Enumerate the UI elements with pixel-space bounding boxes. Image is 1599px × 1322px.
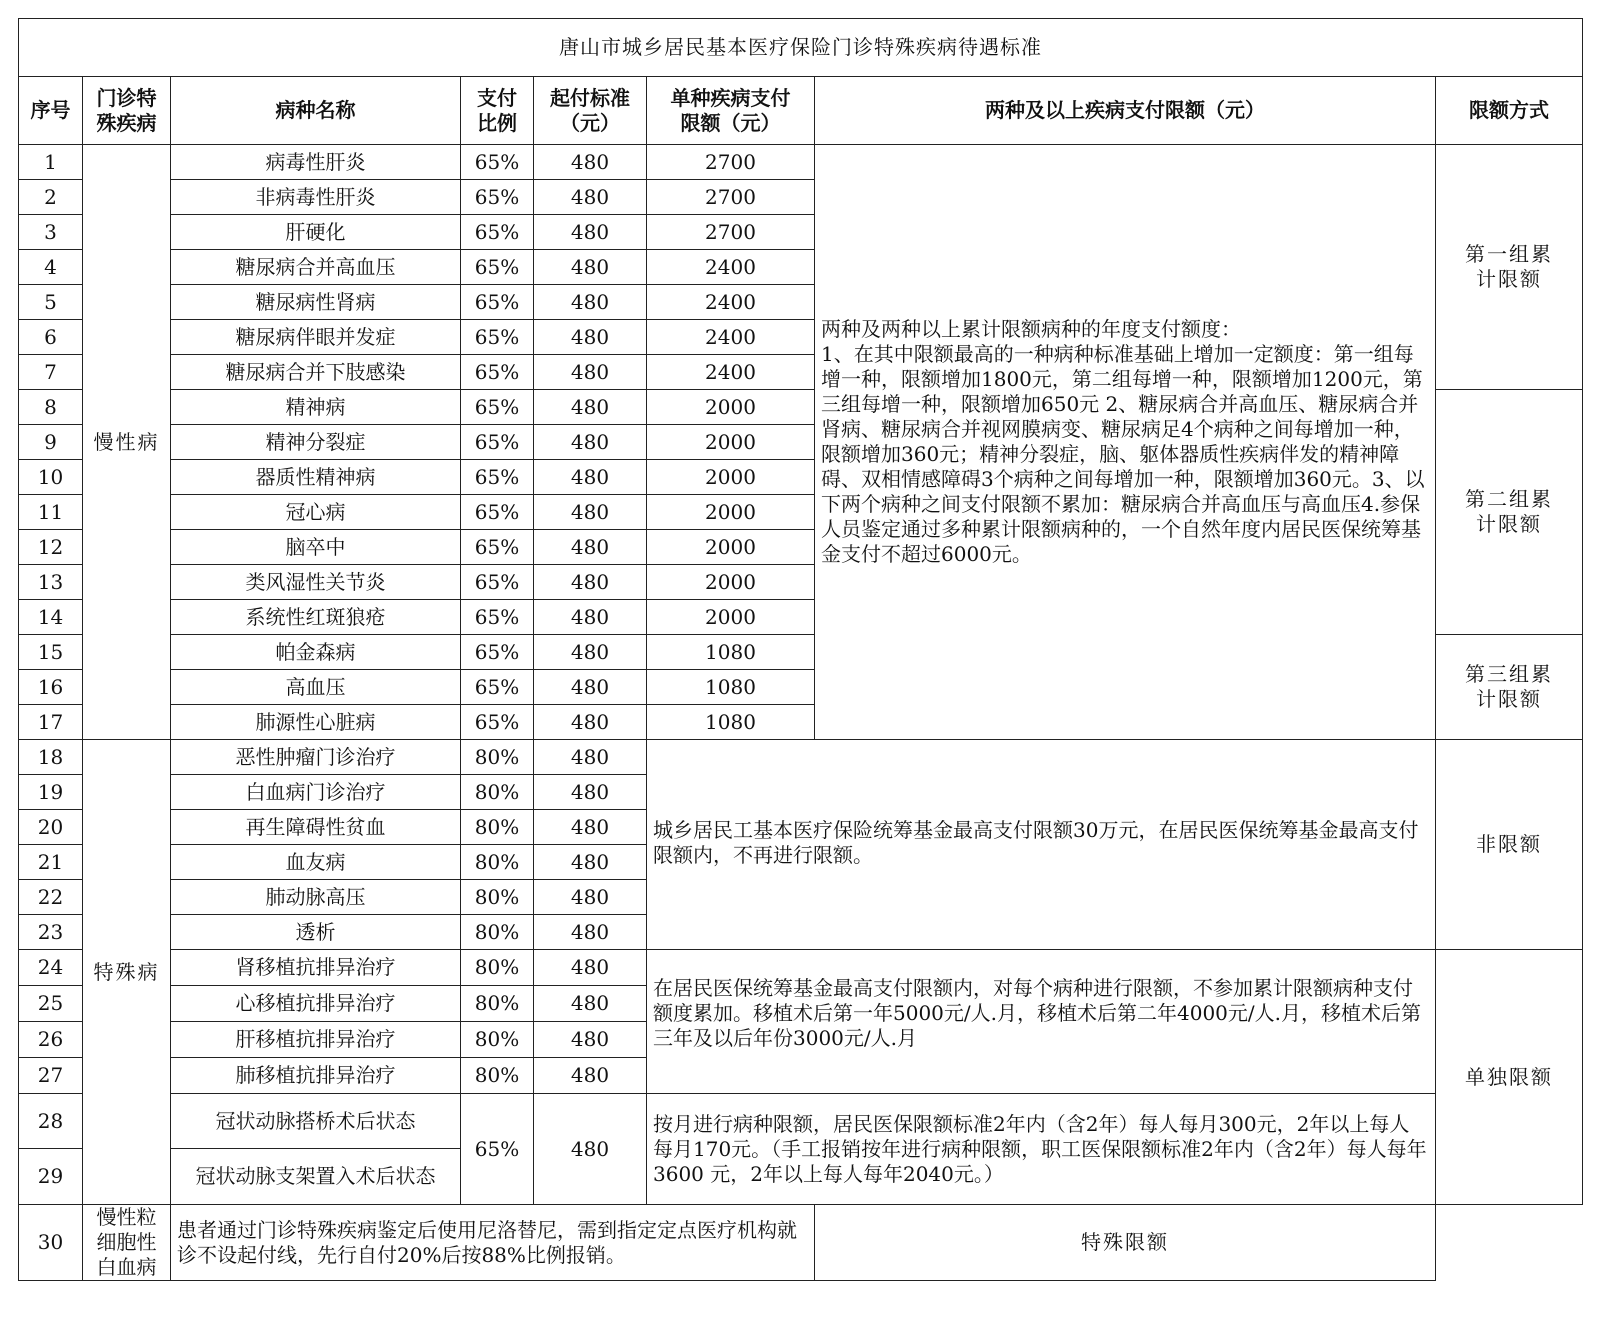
disease-name: 帕金森病 (171, 635, 461, 670)
row-no: 15 (19, 635, 83, 670)
disease-name: 器质性精神病 (171, 460, 461, 495)
row-no: 9 (19, 425, 83, 460)
deductible: 480 (534, 215, 647, 250)
deductible: 480 (534, 355, 647, 390)
disease-name: 糖尿病伴眼并发症 (171, 320, 461, 355)
row-no: 27 (19, 1058, 83, 1094)
disease-name: 糖尿病合并下肢感染 (171, 355, 461, 390)
header-single-limit: 单种疾病支付 限额（元） (647, 77, 815, 145)
row-no: 16 (19, 670, 83, 705)
benefit-standard-table (18, 18, 1582, 1304)
page-title: 唐山市城乡居民基本医疗保险门诊特殊疾病待遇标准 (19, 19, 1583, 77)
disease-name: 脑卒中 (171, 530, 461, 565)
single-limit: 2000 (647, 600, 815, 635)
deductible: 480 (534, 390, 647, 425)
row-no: 14 (19, 600, 83, 635)
row-no: 8 (19, 390, 83, 425)
single-limit: 2000 (647, 495, 815, 530)
disease-name: 高血压 (171, 670, 461, 705)
deductible: 480 (534, 705, 647, 740)
header-disease: 病种名称 (171, 77, 461, 145)
pay-ratio: 80% (461, 810, 534, 845)
row-no: 20 (19, 810, 83, 845)
header-ratio: 支付 比例 (461, 77, 534, 145)
deductible: 480 (534, 1058, 647, 1094)
disease-name: 心移植抗排异治疗 (171, 986, 461, 1022)
header-deductible: 起付标准 （元） (534, 77, 647, 145)
cumulative-limit-note: 两种及两种以上累计限额病种的年度支付额度： 1、在其中限额最高的一种病种标准基础上增加一定额度：第一组每增一种，限额增加1800元，第二组每增一种，限额增加1200元，第三组每增一种，限额增加650元 2、糖尿病合并高血压、糖尿病合并肾病、糖尿病合并视网膜病变、糖尿病足4个病种之间每增加一种，限额增加360元；精神分裂症，脑、躯体器质性疾病伴发的精神障碍、双相情感障碍3个病种之间每增加一种，限额增加360元。3、以下两个病种之间支付限额不累加：糖尿病合并高血压与高血压4.参保人员鉴定通过多种累计限额病种的，一个自然年度内居民医保统筹基金支付不超过6000元。 (815, 145, 1436, 740)
deductible: 480 (534, 810, 647, 845)
cml-note: 患者通过门诊特殊疾病鉴定后使用尼洛替尼，需到指定定点医疗机构就诊不设起付线，先行自付20%后按88%比例报销。 (171, 1205, 815, 1281)
disease-name: 冠心病 (171, 495, 461, 530)
row-no: 3 (19, 215, 83, 250)
deductible: 480 (534, 285, 647, 320)
pay-ratio: 80% (461, 986, 534, 1022)
single-limit: 2000 (647, 565, 815, 600)
row-no: 11 (19, 495, 83, 530)
deductible: 480 (534, 250, 647, 285)
row-no: 17 (19, 705, 83, 740)
deductible: 480 (534, 145, 647, 180)
pay-ratio: 80% (461, 845, 534, 880)
pay-ratio: 80% (461, 1058, 534, 1094)
single-limit: 2400 (647, 320, 815, 355)
deductible: 480 (534, 495, 647, 530)
row-no: 23 (19, 915, 83, 950)
disease-name: 慢性粒细胞性白血病 (83, 1205, 171, 1281)
disease-name: 肝硬化 (171, 215, 461, 250)
mode-individual: 单独限额 (1436, 950, 1583, 1205)
pay-ratio: 80% (461, 915, 534, 950)
deductible: 480 (534, 950, 647, 986)
disease-name: 糖尿病合并高血压 (171, 250, 461, 285)
pay-ratio: 65% (461, 705, 534, 740)
table-row (19, 145, 1583, 180)
row-no: 21 (19, 845, 83, 880)
deductible: 480 (534, 460, 647, 495)
header-category: 门诊特 殊疾病 (83, 77, 171, 145)
mode-group2: 第二组累 计限额 (1436, 390, 1583, 635)
mode-none: 非限额 (1436, 740, 1583, 950)
table-row (19, 1205, 1583, 1281)
pay-ratio: 65% (461, 215, 534, 250)
row-no: 4 (19, 250, 83, 285)
row-no: 30 (19, 1205, 83, 1281)
table-row (19, 740, 1583, 775)
pay-ratio: 80% (461, 880, 534, 915)
pay-ratio: 65% (461, 600, 534, 635)
row-no: 2 (19, 180, 83, 215)
header-no: 序号 (19, 77, 83, 145)
disease-name: 白血病门诊治疗 (171, 775, 461, 810)
pay-ratio: 65% (461, 250, 534, 285)
pay-ratio: 80% (461, 950, 534, 986)
disease-name: 透析 (171, 915, 461, 950)
transplant-note: 在居民医保统筹基金最高支付限额内，对每个病种进行限额，不参加累计限额病种支付额度累加。移植术后第一年5000元/人.月，移植术后第二年4000元/人.月，移植术后第三年及以后年份3000元/人.月 (647, 950, 1436, 1094)
pay-ratio: 65% (461, 670, 534, 705)
pay-ratio: 65% (461, 320, 534, 355)
row-no: 25 (19, 986, 83, 1022)
deductible: 480 (534, 1094, 647, 1205)
pay-ratio: 65% (461, 460, 534, 495)
disease-name: 精神分裂症 (171, 425, 461, 460)
single-limit: 2000 (647, 530, 815, 565)
single-limit: 2000 (647, 460, 815, 495)
disease-name: 精神病 (171, 390, 461, 425)
pay-ratio: 65% (461, 390, 534, 425)
mode-special: 特殊限额 (815, 1205, 1436, 1281)
deductible: 480 (534, 635, 647, 670)
disease-name: 血友病 (171, 845, 461, 880)
deductible: 480 (534, 1022, 647, 1058)
pay-ratio: 65% (461, 145, 534, 180)
deductible: 480 (534, 180, 647, 215)
row-no: 24 (19, 950, 83, 986)
table-row (19, 950, 1583, 986)
table-row (19, 1094, 1583, 1149)
disease-name: 肾移植抗排异治疗 (171, 950, 461, 986)
disease-name: 冠状动脉搭桥术后状态 (171, 1094, 461, 1149)
pay-ratio: 65% (461, 495, 534, 530)
disease-name: 病毒性肝炎 (171, 145, 461, 180)
pay-ratio: 65% (461, 565, 534, 600)
row-no: 18 (19, 740, 83, 775)
pay-ratio: 65% (461, 285, 534, 320)
disease-name: 类风湿性关节炎 (171, 565, 461, 600)
row-no: 13 (19, 565, 83, 600)
deductible: 480 (534, 845, 647, 880)
pay-ratio: 65% (461, 180, 534, 215)
category-special: 特殊病 (83, 740, 171, 1205)
deductible: 480 (534, 915, 647, 950)
disease-name: 肝移植抗排异治疗 (171, 1022, 461, 1058)
deductible: 480 (534, 600, 647, 635)
mode-group3: 第三组累 计限额 (1436, 635, 1583, 740)
coronary-note: 按月进行病种限额，居民医保限额标准2年内（含2年）每人每月300元，2年以上每人每月170元。（手工报销按年进行病种限额，职工医保限额标准2年内（含2年）每人每年3600 元，2年以上每人每年2040元。） (647, 1094, 1436, 1205)
single-limit: 2400 (647, 285, 815, 320)
deductible: 480 (534, 670, 647, 705)
pay-ratio: 65% (461, 530, 534, 565)
header-multi-limit: 两种及以上疾病支付限额（元） (815, 77, 1436, 145)
deductible: 480 (534, 986, 647, 1022)
pay-ratio: 65% (461, 635, 534, 670)
pay-ratio: 80% (461, 1022, 534, 1058)
deductible: 480 (534, 880, 647, 915)
row-no: 6 (19, 320, 83, 355)
single-limit: 2400 (647, 250, 815, 285)
pay-ratio: 65% (461, 425, 534, 460)
row-no: 26 (19, 1022, 83, 1058)
deductible: 480 (534, 775, 647, 810)
row-no: 22 (19, 880, 83, 915)
disease-name: 再生障碍性贫血 (171, 810, 461, 845)
single-limit: 2000 (647, 425, 815, 460)
single-limit: 2000 (647, 390, 815, 425)
row-no: 12 (19, 530, 83, 565)
category-chronic: 慢性病 (83, 145, 171, 740)
disease-name: 冠状动脉支架置入术后状态 (171, 1149, 461, 1205)
single-limit: 1080 (647, 670, 815, 705)
unlimited-note: 城乡居民工基本医疗保险统筹基金最高支付限额30万元，在居民医保统筹基金最高支付限额内，不再进行限额。 (647, 740, 1436, 950)
deductible: 480 (534, 320, 647, 355)
single-limit: 2700 (647, 145, 815, 180)
mode-group1: 第一组累 计限额 (1436, 145, 1583, 390)
disease-name: 肺移植抗排异治疗 (171, 1058, 461, 1094)
header-limit-mode: 限额方式 (1436, 77, 1583, 145)
row-no: 19 (19, 775, 83, 810)
pay-ratio: 65% (461, 355, 534, 390)
pay-ratio: 65% (461, 1094, 534, 1205)
disease-name: 肺动脉高压 (171, 880, 461, 915)
deductible: 480 (534, 425, 647, 460)
single-limit: 2400 (647, 355, 815, 390)
row-no: 1 (19, 145, 83, 180)
disease-name: 系统性红斑狼疮 (171, 600, 461, 635)
single-limit: 2700 (647, 215, 815, 250)
row-no: 28 (19, 1094, 83, 1149)
header-row (19, 77, 1583, 145)
deductible: 480 (534, 740, 647, 775)
pay-ratio: 80% (461, 775, 534, 810)
disease-name: 恶性肿瘤门诊治疗 (171, 740, 461, 775)
single-limit: 1080 (647, 705, 815, 740)
disease-name: 糖尿病性肾病 (171, 285, 461, 320)
deductible: 480 (534, 565, 647, 600)
row-no: 29 (19, 1149, 83, 1205)
row-no: 7 (19, 355, 83, 390)
pay-ratio: 80% (461, 740, 534, 775)
disease-name: 肺源性心脏病 (171, 705, 461, 740)
single-limit: 2700 (647, 180, 815, 215)
deductible: 480 (534, 530, 647, 565)
row-no: 5 (19, 285, 83, 320)
single-limit: 1080 (647, 635, 815, 670)
row-no: 10 (19, 460, 83, 495)
disease-name: 非病毒性肝炎 (171, 180, 461, 215)
